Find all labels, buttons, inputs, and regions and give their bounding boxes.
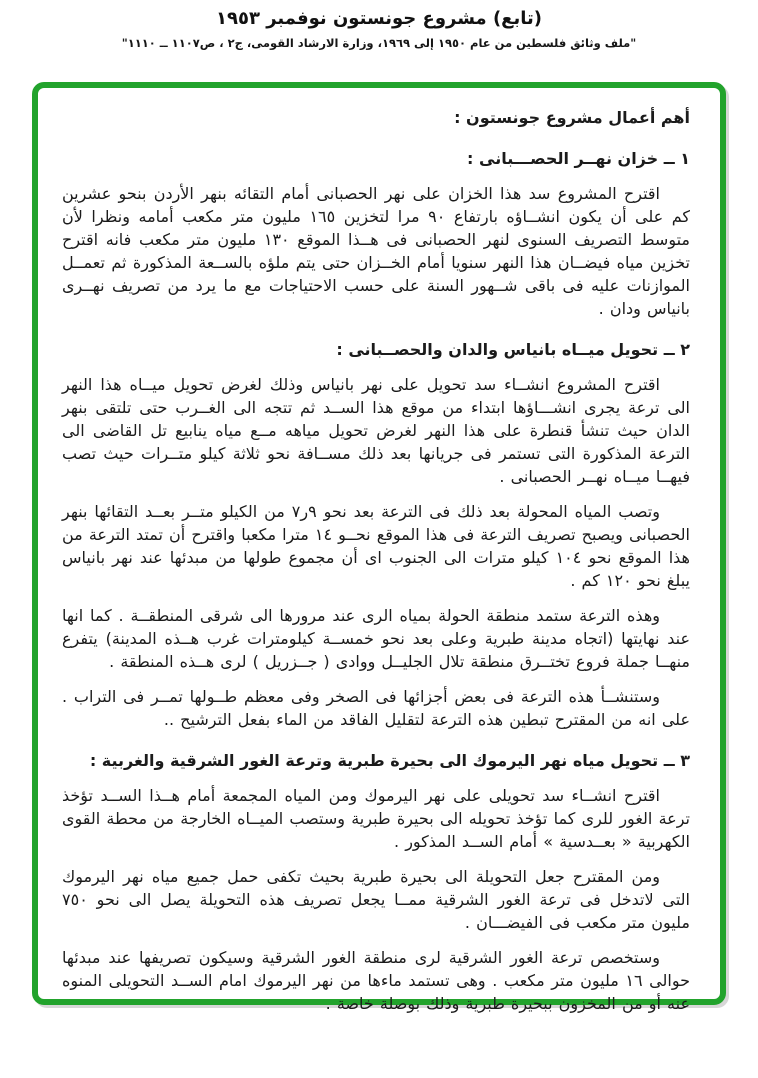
document-heading: أهم أعمال مشروع جونستون : bbox=[454, 108, 690, 127]
green-border-frame bbox=[32, 82, 726, 1013]
page-title: (تابع) مشروع جونستون نوفمبر ١٩٥٣ bbox=[216, 8, 542, 29]
section-3-paragraph: وستخصص ترعة الغور الشرقية لرى منطقة الغور الشرقية وسيكون تصريفها عند مبدئها حوالى ١٦ مليون متر مكعب . وهى تستمد ماءها من نهر اليرموك امام الســد التحويلى المنوه عنه أو من المخزون ببحيرة طبرية وذلك بوصلة خاصة . bbox=[62, 948, 690, 1013]
page-header bbox=[0, 8, 758, 50]
document-body bbox=[38, 88, 720, 1015]
section-3-paragraph: ومن المقترح جعل التحويلة الى بحيرة طبرية بحيث تكفى حمل جميع مياه نهر اليرموك التى لاتدخل فى ترعة الغور الشرقية ممــا يجعل تصريف هذه التحويلة يصل الى نحو ٧٥٠ مليون متر مكعب فى الفيضـــان . bbox=[62, 867, 690, 932]
section-2-paragraph: اقترح المشروع انشــاء سد تحويل على نهر بانياس وذلك لغرض تحويل ميــاه هذا النهر الى ترعة يجرى انشـــاؤها ابتداء من موقع هذا الســد ثم تتجه الى الغــرب حتى تلتقى بنهر الدان حيث تنشأ قنطرة على هذا النهر لغرض تحويل مياهه مــع مياه ينابيع تل القاضى الى الترعة المذكورة التى تستمر فى جريانها بعد ذلك مســافة نحو ثلاثة كيلو متــرات حيث تصب فيهــا ميــاه نهــر الحصبانى . bbox=[62, 375, 690, 486]
section-2-paragraph: وستنشــأ هذه الترعة فى بعض أجزائها فى الصخر وفى معظم طــولها تمــر فى التراب . على انه من المقترح تبطين هذه الترعة لتقليل الفاقد من الماء بفعل الترشيح .. bbox=[62, 687, 690, 729]
section-2-paragraph: وتصب المياه المحولة بعد ذلك فى الترعة بعد نحو ٩ر٧ من الكيلو متــر بعــد التقائها بنهر الحصبانى ويصبح تصريف الترعة فى هذا الموقع نحــو ١٤ مترا مكعبا واقترح أن تمتد الترعة من هذا الموقع نحو ١٠٤ كيلو مترات الى الجنوب اى أن مجموع طولها من مبدئها عند نهر بانياس يبلغ نحو ١٢٠ كم . bbox=[62, 502, 690, 590]
section-2-title: ٢ ــ تحويل ميــاه بانياس والدان والحصــبانى : bbox=[336, 340, 690, 359]
section-1-paragraph: اقترح المشروع سد هذا الخزان على نهر الحصبانى أمام التقائه بنهر الأردن بنحو عشرين كم على أن يكون انشــاؤه بارتفاع ٩٠ مرا لتخزين ١٦٥ مليون متر مكعب أمامه ونظرا لأن متوسط التصريف السنوى لنهر الحصبانى فى هــذا الموقع ١٣٠ مليون متر مكعب فانه اقترح تخزين مياه فيضــان هذا النهر سنويا أمام الخــزان حتى يتم ملؤه بالســعة المذكورة ثم تعمــل الموازنات عليه فى باقى شــهور السنة على حسب الاحتياجات مع ما يرد من تصريف نهــرى بانياس ودان . bbox=[62, 184, 691, 318]
section-3-title: ٣ ــ تحويل مياه نهر اليرموك الى بحيرة طبرية وترعة الغور الشرقية والغربية : bbox=[89, 751, 690, 770]
section-1-title: ١ ــ خزان نهــر الحصـــبانى : bbox=[467, 149, 690, 168]
page-source-citation: "ملف وثائق فلسطين من عام ١٩٥٠ إلى ١٩٦٩، وزارة الارشاد القومى، ج٢ ، ص١١٠٧ ــ ١١١٠" bbox=[121, 36, 637, 50]
section-3-paragraph: اقترح انشــاء سد تحويلى على نهر اليرموك ومن المياه المجمعة أمام هــذا الســد تؤخذ ترعة الغور للرى كما تؤخذ تحويله الى بحيرة طبرية وستصب الميــاه الخارجة من محطة القوى الكهربية « بعــدسية » أمام الســد المذكور . bbox=[62, 786, 690, 851]
section-2-paragraph: وهذه الترعة ستمد منطقة الحولة بمياه الرى عند مرورها الى شرقى المنطقــة . كما انها عند نهايتها (اتجاه مدينة طبرية وعلى بعد نحو خمســة كيلومترات غرب هــذه المدينة) يتفرع منهــا جملة فروع تختــرق منطقة تلال الجليــل ووادى ( جــزريل ) لرى هــذه المنطقة . bbox=[62, 606, 690, 671]
